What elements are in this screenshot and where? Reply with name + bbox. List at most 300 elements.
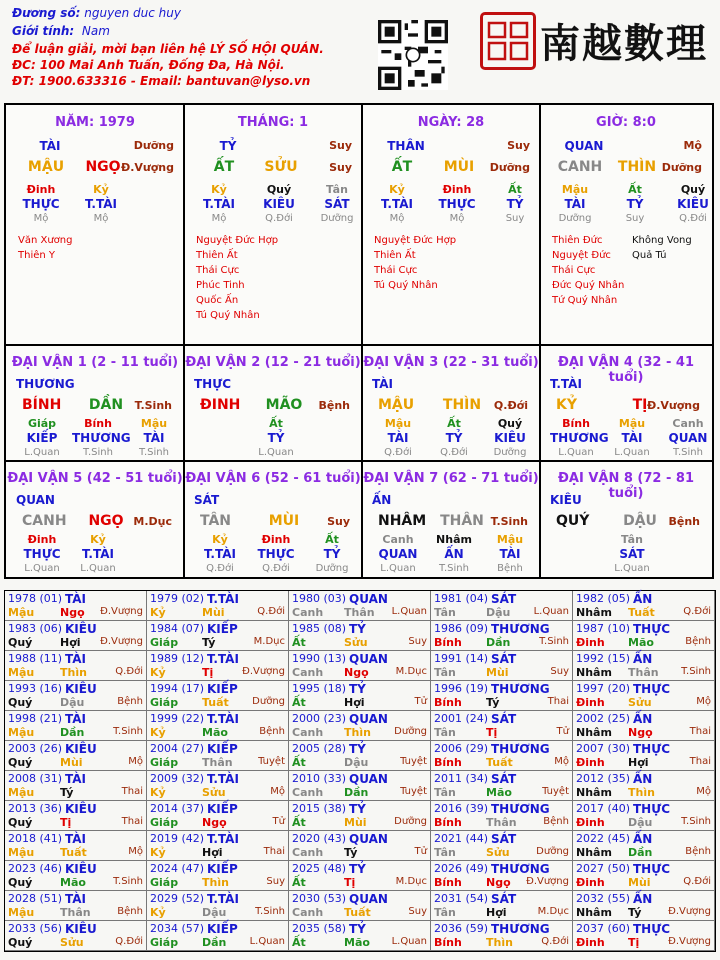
star: Thiên Y (18, 250, 56, 261)
hidden-stem: Ất (628, 183, 642, 196)
hidden-god: QUAN (668, 431, 708, 445)
year-label: 2036 (59) (434, 922, 489, 935)
earthly-branch: MÃO (265, 397, 303, 413)
year-stem: Bính (434, 936, 462, 949)
year-stage: Mộ (696, 696, 711, 707)
hidden-stem: Quý (266, 183, 292, 196)
year-stage: Suy (550, 666, 569, 677)
year-stem: Đinh (576, 936, 605, 949)
year-branch: Tuất (486, 756, 513, 769)
year-label: 2024 (47) (150, 862, 205, 875)
hidden-god: TÀI (564, 197, 586, 211)
year-stem: Bính (434, 696, 462, 709)
year-branch: Mùi (60, 756, 83, 769)
hidden-stage: T.Sinh (139, 447, 169, 458)
year-branch: Mão (202, 726, 228, 739)
hidden-god: TỶ (506, 197, 524, 211)
dai-van-title: ĐẠI VẬN 5 (42 - 51 tuổi) (7, 471, 183, 486)
year-label: 2008 (31) (8, 772, 63, 785)
year-label: 2030 (53) (292, 892, 347, 905)
year-stem: Bính (434, 816, 462, 829)
year-ten-god: THỰC (633, 802, 671, 816)
heavenly-stem: ẤT (391, 159, 413, 175)
year-cell (431, 591, 573, 621)
dai-van-title: ĐẠI VẬN 3 (22 - 31 tuổi) (363, 355, 539, 370)
year-branch: Ngọ (60, 606, 85, 619)
year-stem: Ất (292, 936, 306, 949)
heavenly-stem: KỶ (556, 397, 577, 413)
year-ten-god: THƯƠNG (491, 922, 550, 936)
year-ten-god: KIÊU (65, 862, 97, 876)
year-ten-god: TỶ (349, 802, 366, 816)
year-branch: Hợi (344, 696, 365, 709)
year-stage: Tử (414, 696, 427, 707)
dai-van-1 (6, 345, 184, 461)
seal-logo-icon (480, 12, 536, 70)
year-stem: Mậu (8, 666, 35, 679)
ten-god: KIÊU (550, 493, 582, 507)
year-branch: Thìn (60, 666, 87, 679)
year-stem: Mậu (8, 726, 35, 739)
pillar-title: NGÀY: 28 (417, 115, 485, 130)
year-branch: Tuất (344, 906, 371, 919)
year-cell (147, 651, 289, 681)
year-branch: Dậu (344, 756, 369, 769)
year-cell (5, 801, 147, 831)
heavenly-stem: BÍNH (22, 397, 62, 413)
year-cell (289, 591, 431, 621)
year-ten-god: ẤN (633, 592, 653, 606)
dai-van-4 (540, 345, 712, 461)
year-label: 2013 (36) (8, 802, 63, 815)
year-label: 2034 (57) (150, 922, 205, 935)
year-label: 1988 (11) (8, 652, 63, 665)
hidden-stem: Đinh (27, 533, 57, 546)
year-ten-god: SÁT (491, 832, 517, 846)
heavenly-stem: ĐINH (200, 397, 241, 413)
year-cell (573, 741, 715, 771)
stars-list (374, 233, 456, 293)
year-stage: Tử (272, 816, 285, 827)
year-label: 2015 (38) (292, 802, 347, 815)
year-stage: M.Dục (253, 636, 285, 647)
hidden-stem: Tân (326, 183, 348, 196)
year-stage: Suy (408, 636, 427, 647)
year-stem: Canh (292, 726, 324, 739)
hidden-god: ẤN (444, 547, 464, 561)
hidden-god: T.TÀI (381, 197, 413, 211)
year-ten-god: THỰC (633, 682, 671, 696)
earthly-branch: DẦN (88, 397, 124, 413)
year-cell (289, 771, 431, 801)
hidden-stage: Q.Đới (679, 213, 707, 224)
hidden-stage: Bệnh (497, 563, 523, 574)
year-branch: Mùi (486, 666, 509, 679)
year-cell (431, 771, 573, 801)
hidden-stem: Quý (497, 417, 523, 430)
year-ten-god: THỰC (633, 742, 671, 756)
hidden-stem: Ất (508, 183, 522, 196)
year-label: 2010 (33) (292, 772, 347, 785)
year-label: 1982 (05) (576, 592, 631, 605)
earthly-branch: NGỌ (85, 159, 121, 175)
year-stage: Tuyệt (258, 756, 285, 767)
branch-stage: T.Sinh (134, 399, 172, 412)
year-stage: Tuyệt (542, 786, 569, 797)
year-cell (5, 891, 147, 921)
hidden-stage: T.Sinh (439, 563, 469, 574)
star: Thiên Ất (196, 250, 238, 261)
year-stem: Nhâm (576, 726, 612, 739)
year-cell (289, 681, 431, 711)
year-ten-god: ẤN (633, 892, 653, 906)
hidden-stem: Canh (382, 533, 414, 546)
hidden-god: TÀI (143, 431, 165, 445)
year-ten-god: THỰC (633, 622, 671, 636)
hidden-stage: Mộ (33, 213, 49, 224)
year-label: 2023 (46) (8, 862, 63, 875)
year-ten-god: ẤN (633, 772, 653, 786)
year-stage: Tuyệt (400, 756, 427, 767)
year-branch: Thân (344, 606, 375, 619)
year-branch: Thân (202, 756, 233, 769)
year-label: 2025 (48) (292, 862, 347, 875)
hidden-god: KIÊU (263, 197, 295, 211)
hidden-stage: L.Quan (258, 447, 294, 458)
year-ten-god: TÀI (65, 712, 87, 726)
ten-god: TỶ (219, 139, 237, 153)
year-branch: Dần (202, 936, 227, 949)
year-stem: Mậu (8, 906, 35, 919)
star: Quốc Ấn (196, 295, 239, 306)
year-branch: Thìn (344, 726, 371, 739)
year-ten-god: KIÊU (65, 922, 97, 936)
year-label: 1994 (17) (150, 682, 205, 695)
hidden-god: THỰC (438, 197, 476, 211)
heavenly-stem: QUÝ (556, 513, 590, 529)
year-label: 2007 (30) (576, 742, 631, 755)
year-stem: Canh (292, 606, 324, 619)
year-branch: Tị (628, 936, 640, 949)
hidden-stem: Kỷ (212, 533, 228, 546)
pillar-3 (362, 105, 540, 345)
year-ten-god: THƯƠNG (491, 742, 550, 756)
hidden-stem: Mậu (384, 417, 412, 430)
star: Tứ Quý Nhân (552, 295, 618, 306)
year-stem: Quý (8, 696, 33, 709)
year-stage: Bệnh (259, 726, 285, 737)
year-stem: Tân (434, 606, 456, 619)
year-label: 2031 (54) (434, 892, 489, 905)
year-stem: Quý (8, 816, 33, 829)
hidden-god: SÁT (619, 547, 645, 561)
hidden-stage: T.Sinh (673, 447, 703, 458)
year-cell (289, 891, 431, 921)
year-stem: Đinh (576, 876, 605, 889)
stars-list (552, 233, 624, 308)
hidden-god: QUAN (378, 547, 418, 561)
year-ten-god: ẤN (633, 712, 653, 726)
yearly-luck-table (4, 590, 716, 952)
year-cell (573, 651, 715, 681)
year-stage: M.Dục (395, 876, 427, 887)
dai-van-title: ĐẠI VẬN 8 (72 - 81 tuổi) (558, 471, 694, 501)
earthly-branch: DẬU (623, 513, 657, 529)
year-stem: Kỷ (150, 786, 166, 799)
year-ten-god: KIÊU (65, 742, 97, 756)
year-label: 2021 (44) (434, 832, 489, 845)
star: Thiên Đức (552, 235, 603, 246)
year-cell (431, 621, 573, 651)
year-branch: Ngọ (202, 816, 227, 829)
year-cell (5, 651, 147, 681)
year-branch: Tý (60, 786, 74, 799)
year-branch: Mão (628, 636, 654, 649)
year-stem: Canh (292, 846, 324, 859)
year-stage: Đ.Vượng (100, 606, 143, 617)
hidden-god: TÀI (621, 431, 643, 445)
earthly-branch: MÙI (443, 159, 475, 175)
hidden-god: THỰC (23, 547, 61, 561)
year-branch: Tị (60, 816, 72, 829)
ten-god: ẤN (372, 493, 392, 507)
year-stage: Đ.Vượng (526, 876, 569, 887)
year-ten-god: T.TÀI (207, 892, 239, 906)
year-cell (147, 591, 289, 621)
star: Thái Cực (196, 265, 240, 276)
year-stage: Bệnh (543, 816, 569, 827)
year-cell (431, 801, 573, 831)
pillars-grid (4, 103, 714, 579)
hidden-stage: Q.Đới (384, 447, 412, 458)
year-label: 1980 (03) (292, 592, 347, 605)
year-branch: Tý (202, 636, 216, 649)
year-branch: Thìn (628, 786, 655, 799)
stem-stage: Mộ (683, 139, 702, 152)
year-branch: Dậu (202, 906, 227, 919)
year-ten-god: ẤN (633, 652, 653, 666)
year-stage: M.Dục (395, 666, 427, 677)
year-stage: Tuyệt (400, 786, 427, 797)
pillar-1 (6, 105, 184, 345)
year-ten-god: KIẾP (207, 742, 238, 756)
ten-god: QUAN (16, 493, 55, 507)
year-branch: Dậu (486, 606, 511, 619)
year-cell (147, 771, 289, 801)
year-branch: Mùi (202, 606, 225, 619)
year-stage: Đ.Vượng (100, 636, 143, 647)
year-cell (147, 621, 289, 651)
hidden-stage: Dưỡng (493, 447, 527, 458)
year-ten-god: QUAN (349, 712, 388, 726)
year-ten-god: T.TÀI (207, 832, 239, 846)
ten-god: TÀI (39, 139, 61, 153)
year-label: 2027 (50) (576, 862, 631, 875)
year-cell (573, 831, 715, 861)
year-label: 2033 (56) (8, 922, 63, 935)
hidden-stage: L.Quan (614, 447, 650, 458)
year-ten-god: KIÊU (65, 682, 97, 696)
year-label: 2009 (32) (150, 772, 205, 785)
year-cell (289, 651, 431, 681)
hidden-stem: Ất (325, 533, 339, 546)
year-label: 2012 (35) (576, 772, 631, 785)
year-label: 2002 (25) (576, 712, 631, 725)
year-stage: L.Quan (533, 606, 569, 617)
year-branch: Tý (486, 696, 500, 709)
hidden-stage: T.Sinh (83, 447, 113, 458)
year-branch: Mão (344, 936, 370, 949)
year-stage: L.Quan (249, 936, 285, 947)
year-ten-god: TỶ (349, 922, 366, 936)
year-label: 2032 (55) (576, 892, 631, 905)
year-cell (573, 591, 715, 621)
year-branch: Hợi (60, 636, 81, 649)
year-cell (573, 801, 715, 831)
year-ten-god: QUAN (349, 832, 388, 846)
year-branch: Mùi (344, 816, 367, 829)
stem-stage: Suy (507, 139, 530, 152)
star: Quả Tú (632, 250, 667, 261)
year-branch: Thân (628, 666, 659, 679)
year-cell (573, 621, 715, 651)
year-label: 2004 (27) (150, 742, 205, 755)
year-stage: Bệnh (117, 906, 143, 917)
hidden-stage: Dưỡng (315, 563, 349, 574)
year-ten-god: QUAN (349, 592, 388, 606)
year-stem: Ất (292, 756, 306, 769)
year-stem: Đinh (576, 816, 605, 829)
year-branch: Thân (486, 816, 517, 829)
hidden-stage: Q.Đới (206, 563, 234, 574)
hidden-god: TỶ (626, 197, 644, 211)
year-stem: Đinh (576, 756, 605, 769)
year-ten-god: QUAN (349, 892, 388, 906)
year-branch: Thìn (486, 936, 513, 949)
year-cell (147, 861, 289, 891)
year-stage: Dưỡng (536, 846, 569, 857)
heavenly-stem: CANH (22, 513, 67, 529)
dai-van-title: ĐẠI VẬN 6 (52 - 61 tuổi) (185, 471, 361, 486)
year-stage: Mộ (696, 786, 711, 797)
year-branch: Dậu (628, 816, 653, 829)
dai-van-title: ĐẠI VẬN 1 (2 - 11 tuổi) (11, 355, 179, 370)
hidden-stage: Suy (625, 213, 645, 224)
year-stem: Quý (8, 876, 33, 889)
year-cell (431, 711, 573, 741)
year-branch: Hợi (486, 906, 507, 919)
hidden-god: THƯƠNG (550, 431, 609, 445)
year-stage: Bệnh (117, 696, 143, 707)
hidden-stem: Kỷ (93, 183, 109, 196)
year-label: 1985 (08) (292, 622, 347, 635)
dai-van-2 (184, 345, 362, 461)
hidden-stage: L.Quan (558, 447, 594, 458)
stem-stage: Dưỡng (133, 139, 174, 152)
year-branch: Tý (344, 846, 358, 859)
branch-stage: Bệnh (668, 515, 700, 528)
year-branch: Mão (486, 786, 512, 799)
hidden-stem: Ất (447, 417, 461, 430)
pillar-4 (540, 105, 712, 345)
pillar-title: NĂM: 1979 (55, 115, 135, 130)
year-label: 1992 (15) (576, 652, 631, 665)
year-label: 1984 (07) (150, 622, 205, 635)
year-cell (431, 681, 573, 711)
ten-god: SÁT (194, 493, 220, 507)
dai-van-3 (362, 345, 540, 461)
hidden-stage: Dưỡng (320, 213, 354, 224)
year-ten-god: SÁT (491, 892, 517, 906)
year-label: 1983 (06) (8, 622, 63, 635)
year-cell (289, 831, 431, 861)
year-ten-god: THƯƠNG (491, 802, 550, 816)
year-label: 1995 (18) (292, 682, 347, 695)
year-branch: Sửu (344, 636, 368, 649)
year-cell (289, 861, 431, 891)
year-branch: Dần (344, 786, 369, 799)
year-stem: Canh (292, 906, 324, 919)
year-ten-god: THƯƠNG (491, 682, 550, 696)
ten-god: THỰC (194, 377, 232, 391)
year-branch: Tị (344, 876, 356, 889)
year-branch: Tị (202, 666, 214, 679)
hidden-stage: Mộ (449, 213, 465, 224)
hidden-god: THƯƠNG (72, 431, 131, 445)
year-ten-god: KIẾP (207, 802, 238, 816)
year-branch: Dậu (60, 696, 85, 709)
year-label: 2020 (43) (292, 832, 347, 845)
owner-name: nguyen duc huy (84, 6, 181, 20)
branch-stage: Bệnh (318, 399, 350, 412)
hidden-stage: L.Quan (24, 447, 60, 458)
year-label: 1997 (20) (576, 682, 631, 695)
pillar-title: GIỜ: 8:0 (596, 115, 656, 130)
star: Văn Xương (18, 235, 73, 246)
year-branch: Sửu (202, 786, 226, 799)
hidden-stem: Mậu (561, 183, 589, 196)
year-label: 1979 (02) (150, 592, 205, 605)
year-stem: Canh (292, 786, 324, 799)
year-ten-god: TÀI (65, 592, 87, 606)
stars-list-2 (632, 233, 692, 263)
hidden-stem: Đinh (26, 183, 56, 196)
year-ten-god: TỶ (349, 742, 366, 756)
year-ten-god: SÁT (491, 652, 517, 666)
year-ten-god: T.TÀI (207, 712, 239, 726)
year-stage: Q.Đới (683, 606, 711, 617)
hidden-god: THỰC (22, 197, 60, 211)
year-cell (431, 741, 573, 771)
hidden-stem: Mậu (140, 417, 168, 430)
hidden-stage: Mộ (389, 213, 405, 224)
hidden-stem: Kỷ (389, 183, 405, 196)
stars-list (196, 233, 278, 323)
year-branch: Tuất (202, 696, 229, 709)
qr-code-icon (378, 20, 448, 90)
year-stem: Giáp (150, 696, 179, 709)
hidden-stem: Giáp (27, 417, 57, 430)
hidden-stage: Q.Đới (440, 447, 468, 458)
year-stage: Thai (263, 846, 285, 857)
year-cell (573, 861, 715, 891)
year-ten-god: TỶ (349, 682, 366, 696)
dai-van-7 (362, 461, 540, 579)
year-cell (5, 711, 147, 741)
year-branch: Thân (60, 906, 91, 919)
earthly-branch: THÂN (440, 513, 484, 529)
year-stage: Mộ (554, 756, 569, 767)
